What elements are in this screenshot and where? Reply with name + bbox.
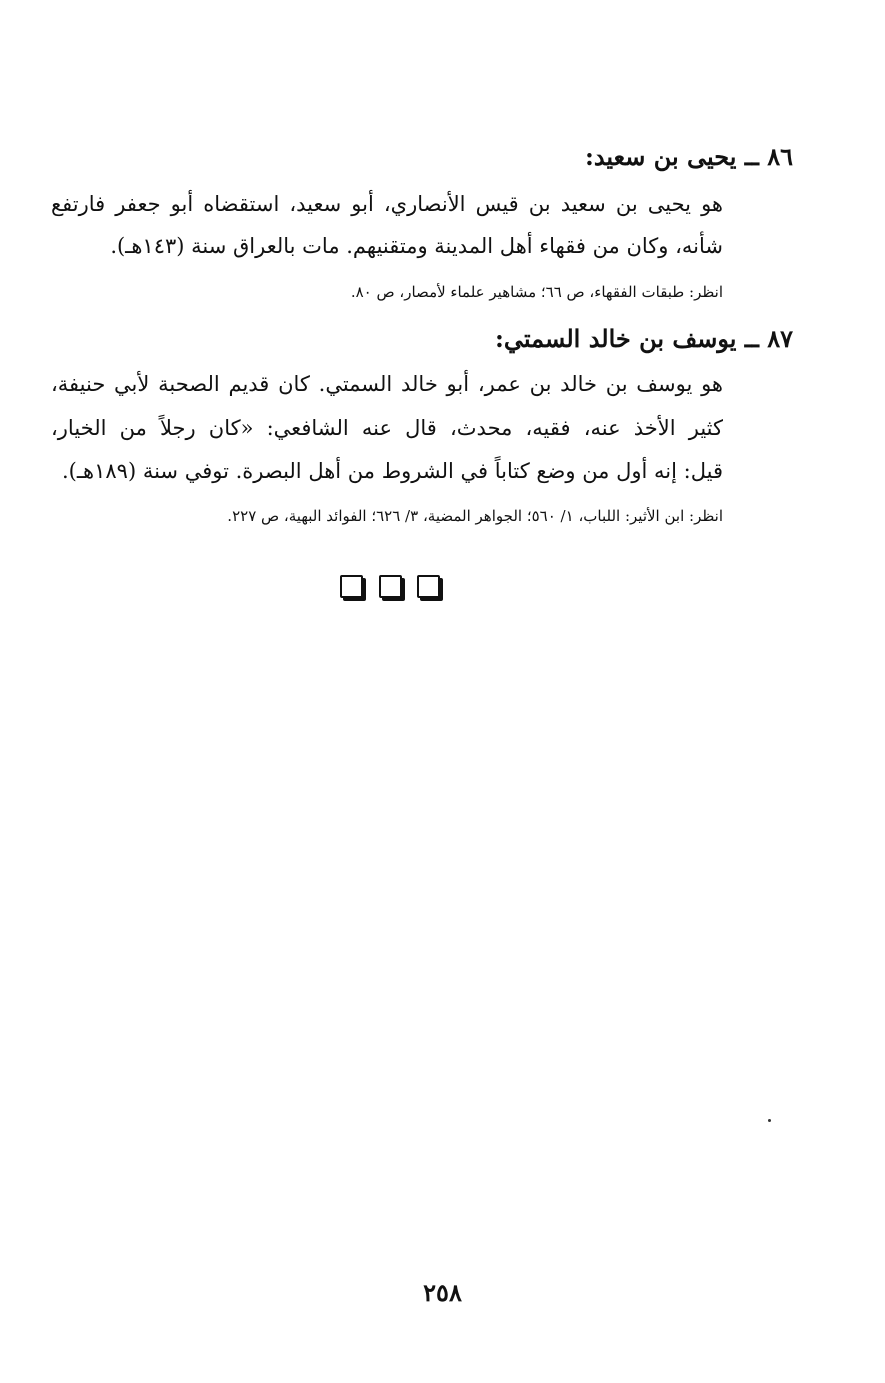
square-ornament-icon xyxy=(417,575,440,598)
square-ornament-icon xyxy=(379,575,402,598)
entry-87-line-2: كثير الأخذ عنه، فقيه، محدث، قال عنه الشافعي: «كان رجلاً من الخيار، xyxy=(51,416,723,440)
section-end-ornament xyxy=(340,574,440,598)
entry-86-line-1: هو يحيى بن سعيد بن قيس الأنصاري، أبو سعيد، استقضاه أبو جعفر فارتفع xyxy=(51,192,723,216)
entry-86-line-2: شأنه، وكان من فقهاء أهل المدينة ومتقنيهم. مات بالعراق سنة (١٤٣هـ). xyxy=(110,234,723,258)
square-ornament-icon xyxy=(340,575,363,598)
entry-87-line-1: هو يوسف بن خالد بن عمر، أبو خالد السمتي. كان قديم الصحبة لأبي حنيفة، xyxy=(51,372,723,396)
print-speck xyxy=(768,1119,771,1122)
entry-86-reference: انظر: طبقات الفقهاء، ص ٦٦؛ مشاهير علماء لأمصار، ص ٨٠. xyxy=(350,283,723,301)
entry-87-heading: ٨٧ ــ يوسف بن خالد السمتي: xyxy=(494,324,793,353)
entry-86-heading: ٨٦ ــ يحيى بن سعيد: xyxy=(584,142,793,171)
entry-87-line-3: قيل: إنه أول من وضع كتاباً في الشروط من أهل البصرة. توفي سنة (١٨٩هـ). xyxy=(62,459,723,483)
entry-87-reference: انظر: ابن الأثير: اللباب، ١/ ٥٦٠؛ الجواهر المضية، ٣/ ٦٢٦؛ الفوائد البهية، ص ٢٢٧. xyxy=(227,507,723,525)
page-number: ٢٥٨ xyxy=(423,1278,462,1307)
